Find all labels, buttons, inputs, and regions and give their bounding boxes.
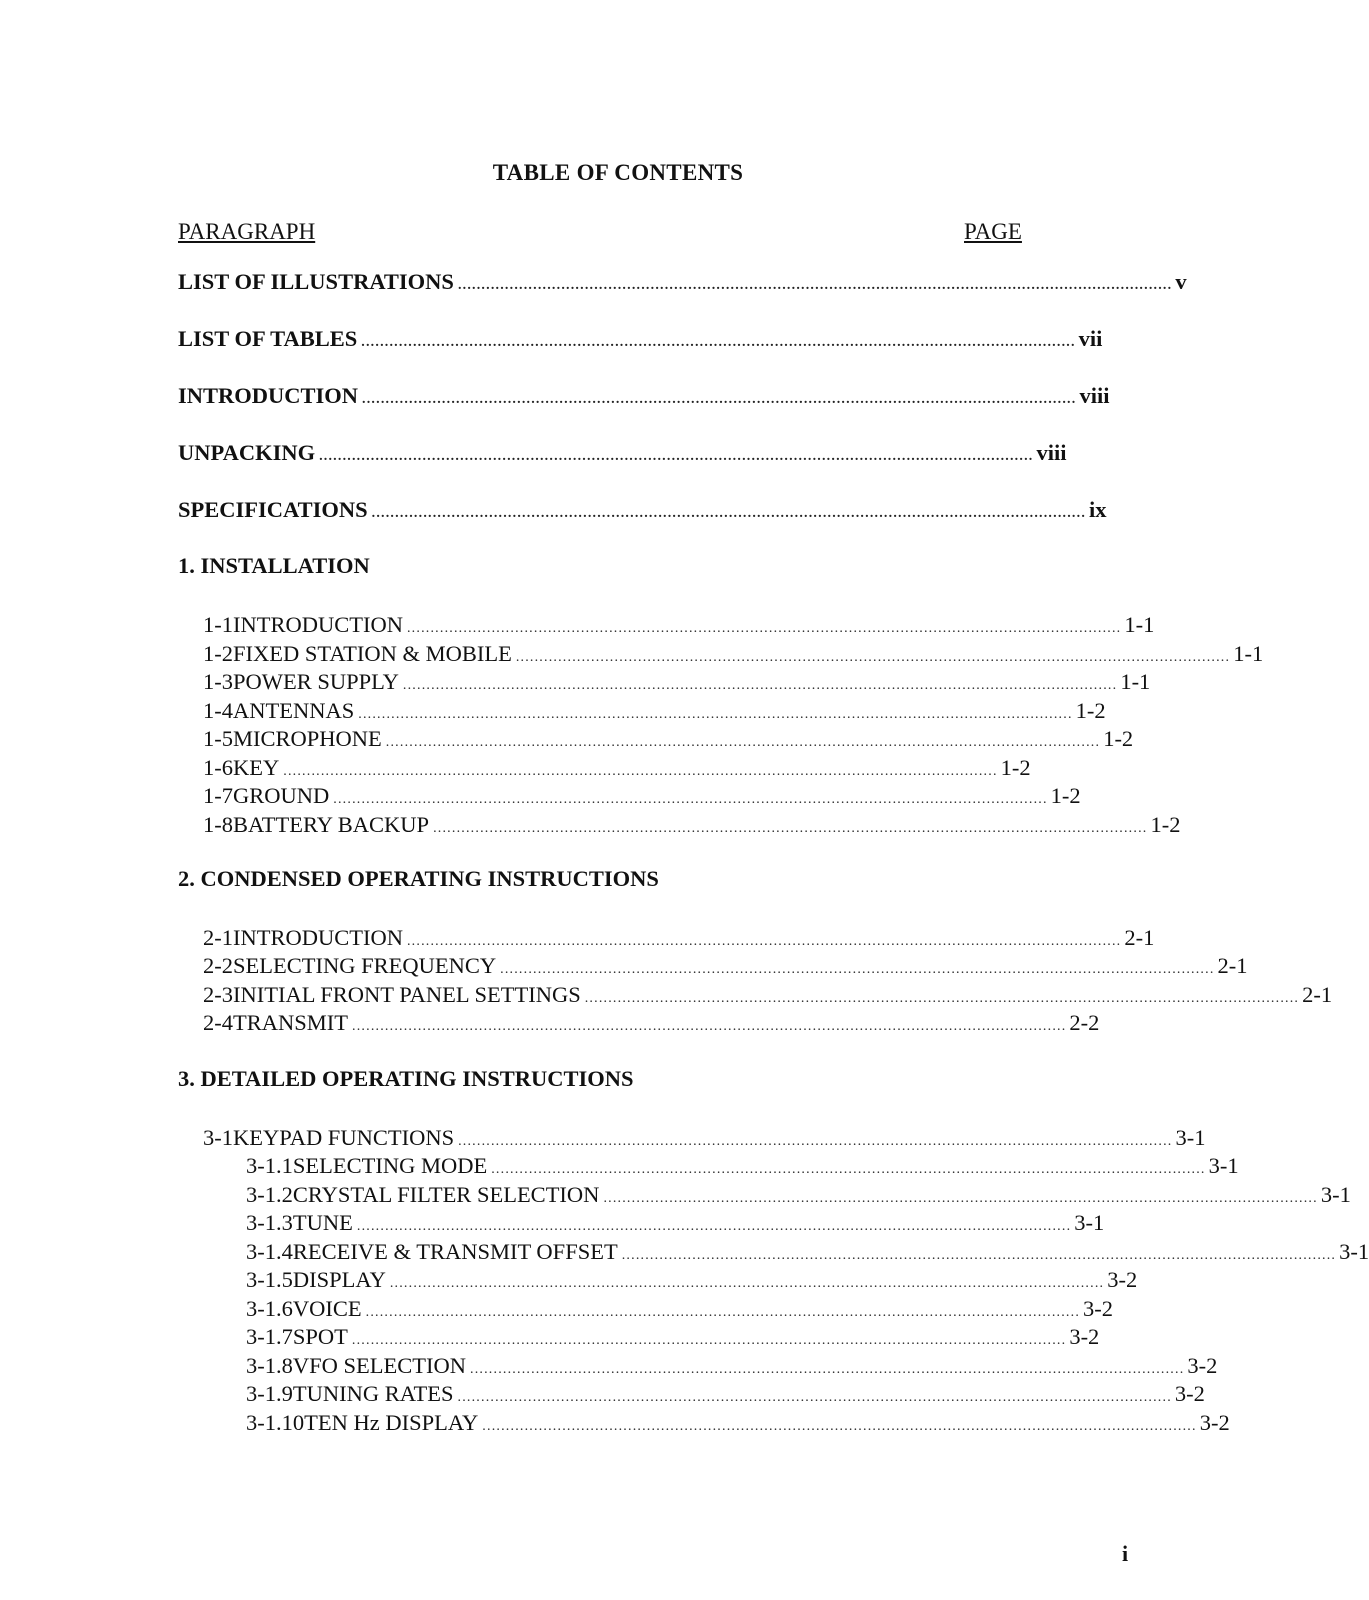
toc-entry-page: 1-1 bbox=[1124, 612, 1155, 637]
toc-entry-2-3[interactable] bbox=[203, 981, 1333, 1009]
toc-entry-page: 1-2 bbox=[1075, 698, 1106, 723]
paragraph-column-header: PARAGRAPH bbox=[178, 219, 316, 244]
toc-entry-number: 1-8 bbox=[203, 812, 233, 837]
dot-leader: ........................................................................................................................................................ bbox=[352, 1019, 1067, 1034]
dot-leader: ........................................................................................................................................................ bbox=[458, 1134, 1173, 1149]
toc-entry-page: 3-1 bbox=[1175, 1125, 1206, 1150]
toc-entry-number: 3-1.1 bbox=[246, 1153, 293, 1178]
toc-entry-1-3[interactable] bbox=[203, 668, 1151, 696]
toc-entry-label: INTRODUCTION bbox=[233, 925, 403, 950]
dot-leader: ........................................................................................................................................................ bbox=[365, 1305, 1081, 1320]
toc-entry-page: 1-1 bbox=[1233, 641, 1264, 666]
toc-entry-page: 1-2 bbox=[1103, 726, 1134, 751]
toc-entry-page: ix bbox=[1089, 497, 1107, 522]
toc-entry-page: 3-2 bbox=[1187, 1353, 1218, 1378]
toc-entry-3-1-10[interactable] bbox=[246, 1409, 1230, 1437]
dot-leader: ........................................................................................................................................................ bbox=[319, 449, 1034, 464]
toc-entry-page: 2-2 bbox=[1069, 1010, 1100, 1035]
toc-entry-3-1-2[interactable] bbox=[246, 1181, 1351, 1209]
dot-leader: ........................................................................................................................................................ bbox=[482, 1419, 1197, 1434]
toc-entry-label: ANTENNAS bbox=[233, 698, 355, 723]
dot-leader: ........................................................................................................................................................ bbox=[351, 1333, 1067, 1348]
toc-entry-number: 3-1.4 bbox=[246, 1239, 293, 1264]
toc-entry-page: 3-1 bbox=[1074, 1210, 1105, 1235]
toc-entry-3-1[interactable] bbox=[203, 1124, 1206, 1152]
toc-entry-3-1-8[interactable] bbox=[246, 1352, 1218, 1380]
section-heading-detailed-operating[interactable]: 3. DETAILED OPERATING INSTRUCTIONS bbox=[178, 1066, 634, 1091]
toc-entry-page: 3-2 bbox=[1069, 1324, 1100, 1349]
toc-entry-page: viii bbox=[1036, 440, 1067, 465]
toc-entry-number: 3-1.5 bbox=[246, 1267, 293, 1292]
toc-entry-number: 3-1.7 bbox=[246, 1324, 293, 1349]
dot-leader: ........................................................................................................................................................ bbox=[470, 1362, 1185, 1377]
toc-entry-label: SPOT bbox=[292, 1324, 348, 1349]
dot-leader: ........................................................................................................................................................ bbox=[457, 278, 1173, 293]
dot-leader: ........................................................................................................................................................ bbox=[515, 650, 1231, 665]
dot-leader: ........................................................................................................................................................ bbox=[283, 764, 998, 779]
dot-leader: ........................................................................................................................................................ bbox=[358, 707, 1073, 722]
toc-entry-label: UNPACKING bbox=[178, 440, 316, 465]
dot-leader: ........................................................................................................................................................ bbox=[356, 1219, 1072, 1234]
toc-entry-label: TUNING RATES bbox=[292, 1381, 454, 1406]
dot-leader: ........................................................................................................................................................ bbox=[603, 1191, 1318, 1206]
toc-entry-label: CRYSTAL FILTER SELECTION bbox=[292, 1182, 600, 1207]
toc-entry-3-1-7[interactable] bbox=[246, 1323, 1100, 1351]
dot-leader: ........................................................................................................................................................ bbox=[500, 962, 1215, 977]
toc-entry-page: 3-2 bbox=[1083, 1296, 1114, 1321]
toc-entry-1-2[interactable] bbox=[203, 640, 1264, 668]
dot-leader: ........................................................................................................................................................ bbox=[621, 1248, 1337, 1263]
toc-entry-page: vii bbox=[1078, 326, 1103, 351]
toc-entry-number: 3-1.9 bbox=[246, 1381, 293, 1406]
toc-entry-label: TRANSMIT bbox=[233, 1010, 349, 1035]
toc-entry-page: 1-2 bbox=[1000, 755, 1031, 780]
page-column-header: PAGE bbox=[964, 219, 1022, 244]
toc-entry-list-of-illustrations[interactable] bbox=[178, 268, 1187, 296]
toc-entry-number: 1-2 bbox=[203, 641, 233, 666]
toc-entry-page: 3-2 bbox=[1199, 1410, 1230, 1435]
toc-entry-number: 3-1.3 bbox=[246, 1210, 293, 1235]
dot-leader: ........................................................................................................................................................ bbox=[457, 1390, 1172, 1405]
toc-entry-number: 2-3 bbox=[203, 982, 233, 1007]
toc-entry-label: VFO SELECTION bbox=[292, 1353, 466, 1378]
toc-entry-number: 3-1 bbox=[203, 1125, 233, 1150]
toc-entry-number: 1-3 bbox=[203, 669, 233, 694]
toc-entry-number: 2-1 bbox=[203, 925, 233, 950]
toc-entry-page: v bbox=[1175, 269, 1187, 294]
toc-entry-page: 1-2 bbox=[1050, 783, 1081, 808]
toc-entry-1-4[interactable] bbox=[203, 697, 1106, 725]
toc-entry-label: KEYPAD FUNCTIONS bbox=[233, 1125, 455, 1150]
toc-entry-page: 1-2 bbox=[1150, 812, 1181, 837]
toc-entry-3-1-1[interactable] bbox=[246, 1152, 1239, 1180]
toc-entry-label: LIST OF TABLES bbox=[178, 326, 358, 351]
toc-entry-number: 1-6 bbox=[203, 755, 233, 780]
dot-leader: ........................................................................................................................................................ bbox=[584, 991, 1300, 1006]
dot-leader: ........................................................................................................................................................ bbox=[491, 1162, 1206, 1177]
section-heading-condensed-operating[interactable]: 2. CONDENSED OPERATING INSTRUCTIONS bbox=[178, 866, 659, 891]
toc-entry-1-8[interactable] bbox=[203, 811, 1181, 839]
toc-entry-page: 2-1 bbox=[1124, 925, 1155, 950]
toc-entry-1-5[interactable] bbox=[203, 725, 1134, 753]
toc-entry-number: 3-1.6 bbox=[246, 1296, 293, 1321]
toc-entry-page: 2-1 bbox=[1302, 982, 1333, 1007]
toc-entry-1-1[interactable] bbox=[203, 611, 1155, 639]
toc-entry-number: 1-4 bbox=[203, 698, 233, 723]
dot-leader: ........................................................................................................................................................ bbox=[389, 1276, 1105, 1291]
toc-entry-label: TUNE bbox=[292, 1210, 353, 1235]
toc-entry-1-7[interactable] bbox=[203, 782, 1081, 810]
toc-entry-3-1-3[interactable] bbox=[246, 1209, 1105, 1237]
toc-entry-label: LIST OF ILLUSTRATIONS bbox=[178, 269, 454, 294]
toc-entry-page: 1-1 bbox=[1120, 669, 1151, 694]
toc-entry-label: VOICE bbox=[292, 1296, 362, 1321]
toc-entry-label: SELECTING MODE bbox=[292, 1153, 488, 1178]
page-title: TABLE OF CONTENTS bbox=[492, 160, 744, 185]
toc-entry-page: 3-1 bbox=[1320, 1182, 1351, 1207]
toc-entry-label: MICROPHONE bbox=[233, 726, 382, 751]
toc-entry-list-of-tables[interactable] bbox=[178, 325, 1103, 353]
toc-entry-label: FIXED STATION & MOBILE bbox=[233, 641, 512, 666]
toc-entry-2-1[interactable] bbox=[203, 924, 1155, 952]
toc-entry-number: 3-1.8 bbox=[246, 1353, 293, 1378]
toc-entry-number: 1-5 bbox=[203, 726, 233, 751]
dot-leader: ........................................................................................................................................................ bbox=[333, 792, 1048, 807]
toc-entry-page: 3-1 bbox=[1339, 1239, 1369, 1264]
toc-entry-label: KEY bbox=[233, 755, 280, 780]
toc-entry-page: 2-1 bbox=[1217, 953, 1248, 978]
toc-entry-label: TEN Hz DISPLAY bbox=[304, 1410, 479, 1435]
toc-entry-2-4[interactable] bbox=[203, 1009, 1100, 1037]
toc-entry-label: INTRODUCTION bbox=[178, 383, 359, 408]
dot-leader: ........................................................................................................................................................ bbox=[433, 821, 1148, 836]
toc-entry-number: 1-7 bbox=[203, 783, 233, 808]
toc-entry-label: RECEIVE & TRANSMIT OFFSET bbox=[292, 1239, 618, 1264]
toc-entry-number: 1-1 bbox=[203, 612, 233, 637]
toc-entry-label: GROUND bbox=[233, 783, 330, 808]
toc-entry-label: INTRODUCTION bbox=[233, 612, 403, 637]
toc-entry-label: INITIAL FRONT PANEL SETTINGS bbox=[233, 982, 581, 1007]
toc-entry-3-1-5[interactable] bbox=[246, 1266, 1138, 1294]
dot-leader: ........................................................................................................................................................ bbox=[362, 392, 1077, 407]
toc-entry-3-1-6[interactable] bbox=[246, 1295, 1114, 1323]
toc-entry-label: SELECTING FREQUENCY bbox=[233, 953, 497, 978]
toc-entry-2-2[interactable] bbox=[203, 952, 1248, 980]
toc-entry-label: SPECIFICATIONS bbox=[178, 497, 368, 522]
toc-entry-3-1-9[interactable] bbox=[246, 1380, 1205, 1408]
page-number: i bbox=[1122, 1541, 1129, 1566]
dot-leader: ........................................................................................................................................................ bbox=[371, 506, 1087, 521]
toc-entry-label: DISPLAY bbox=[292, 1267, 386, 1292]
toc-entry-unpacking[interactable] bbox=[178, 439, 1067, 467]
toc-entry-1-6[interactable] bbox=[203, 754, 1031, 782]
toc-entry-number: 2-4 bbox=[203, 1010, 233, 1035]
toc-entry-label: POWER SUPPLY bbox=[233, 669, 399, 694]
section-heading-installation[interactable]: 1. INSTALLATION bbox=[178, 553, 370, 578]
dot-leader: ........................................................................................................................................................ bbox=[406, 621, 1122, 636]
dot-leader: ........................................................................................................................................................ bbox=[361, 335, 1076, 350]
dot-leader: ........................................................................................................................................................ bbox=[406, 934, 1122, 949]
dot-leader: ........................................................................................................................................................ bbox=[385, 735, 1101, 750]
toc-entry-page: viii bbox=[1079, 383, 1110, 408]
dot-leader: ........................................................................................................................................................ bbox=[402, 678, 1118, 693]
toc-entry-page: 3-2 bbox=[1174, 1381, 1205, 1406]
toc-entry-3-1-4[interactable] bbox=[246, 1238, 1369, 1266]
toc-entry-introduction[interactable] bbox=[178, 382, 1110, 410]
toc-entry-number: 3-1.2 bbox=[246, 1182, 293, 1207]
toc-entry-number: 2-2 bbox=[203, 953, 233, 978]
toc-entry-label: BATTERY BACKUP bbox=[233, 812, 430, 837]
toc-entry-specifications[interactable] bbox=[178, 496, 1107, 524]
toc-entry-page: 3-1 bbox=[1208, 1153, 1239, 1178]
toc-entry-number: 3-1.10 bbox=[246, 1410, 305, 1435]
toc-entry-page: 3-2 bbox=[1107, 1267, 1138, 1292]
